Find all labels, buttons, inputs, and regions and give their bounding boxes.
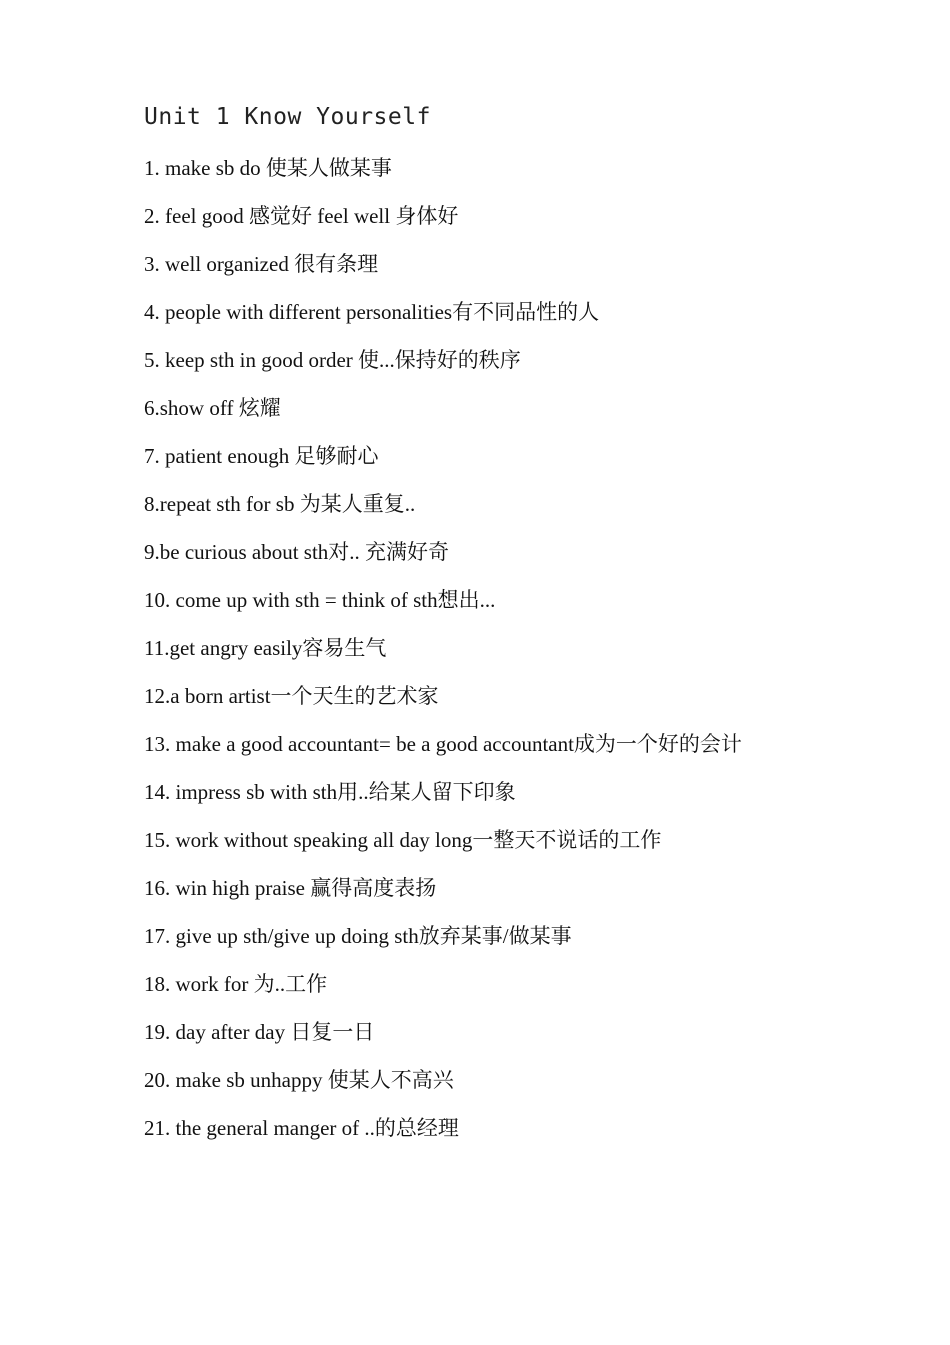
list-item: 9.be curious about sth对.. 充满好奇 bbox=[144, 540, 450, 564]
list-item: 11.get angry easily容易生气 bbox=[144, 636, 387, 660]
list-item: 7. patient enough 足够耐心 bbox=[144, 444, 379, 468]
list-item: 18. work for 为..工作 bbox=[144, 972, 328, 996]
list-item: 12.a born artist一个天生的艺术家 bbox=[144, 684, 439, 708]
list-item: 1. make sb do 使某人做某事 bbox=[144, 156, 392, 180]
list-item: 21. the general manger of ..的总经理 bbox=[144, 1116, 459, 1140]
list-item: 15. work without speaking all day long一整天不说话的工作 bbox=[144, 828, 662, 852]
list-item: 17. give up sth/give up doing sth放弃某事/做某事 bbox=[144, 924, 572, 948]
list-item: 14. impress sb with sth用..给某人留下印象 bbox=[144, 780, 516, 804]
list-item: 13. make a good accountant= be a good accountant成为一个好的会计 bbox=[144, 732, 742, 756]
list-item: 8.repeat sth for sb 为某人重复.. bbox=[144, 492, 416, 516]
page-title: Unit 1 Know Yourself bbox=[144, 104, 431, 130]
list-item: 10. come up with sth = think of sth想出... bbox=[144, 588, 496, 612]
list-item: 19. day after day 日复一日 bbox=[144, 1020, 375, 1044]
list-item: 6.show off 炫耀 bbox=[144, 396, 281, 420]
list-item: 16. win high praise 赢得高度表扬 bbox=[144, 876, 437, 900]
phrase-list bbox=[144, 152, 924, 1160]
list-item: 20. make sb unhappy 使某人不高兴 bbox=[144, 1068, 454, 1092]
list-item: 2. feel good 感觉好 feel well 身体好 bbox=[144, 204, 459, 228]
list-item: 4. people with different personalities有不同品性的人 bbox=[144, 300, 600, 324]
list-item: 3. well organized 很有条理 bbox=[144, 252, 379, 276]
list-item: 5. keep sth in good order 使...保持好的秩序 bbox=[144, 348, 521, 372]
